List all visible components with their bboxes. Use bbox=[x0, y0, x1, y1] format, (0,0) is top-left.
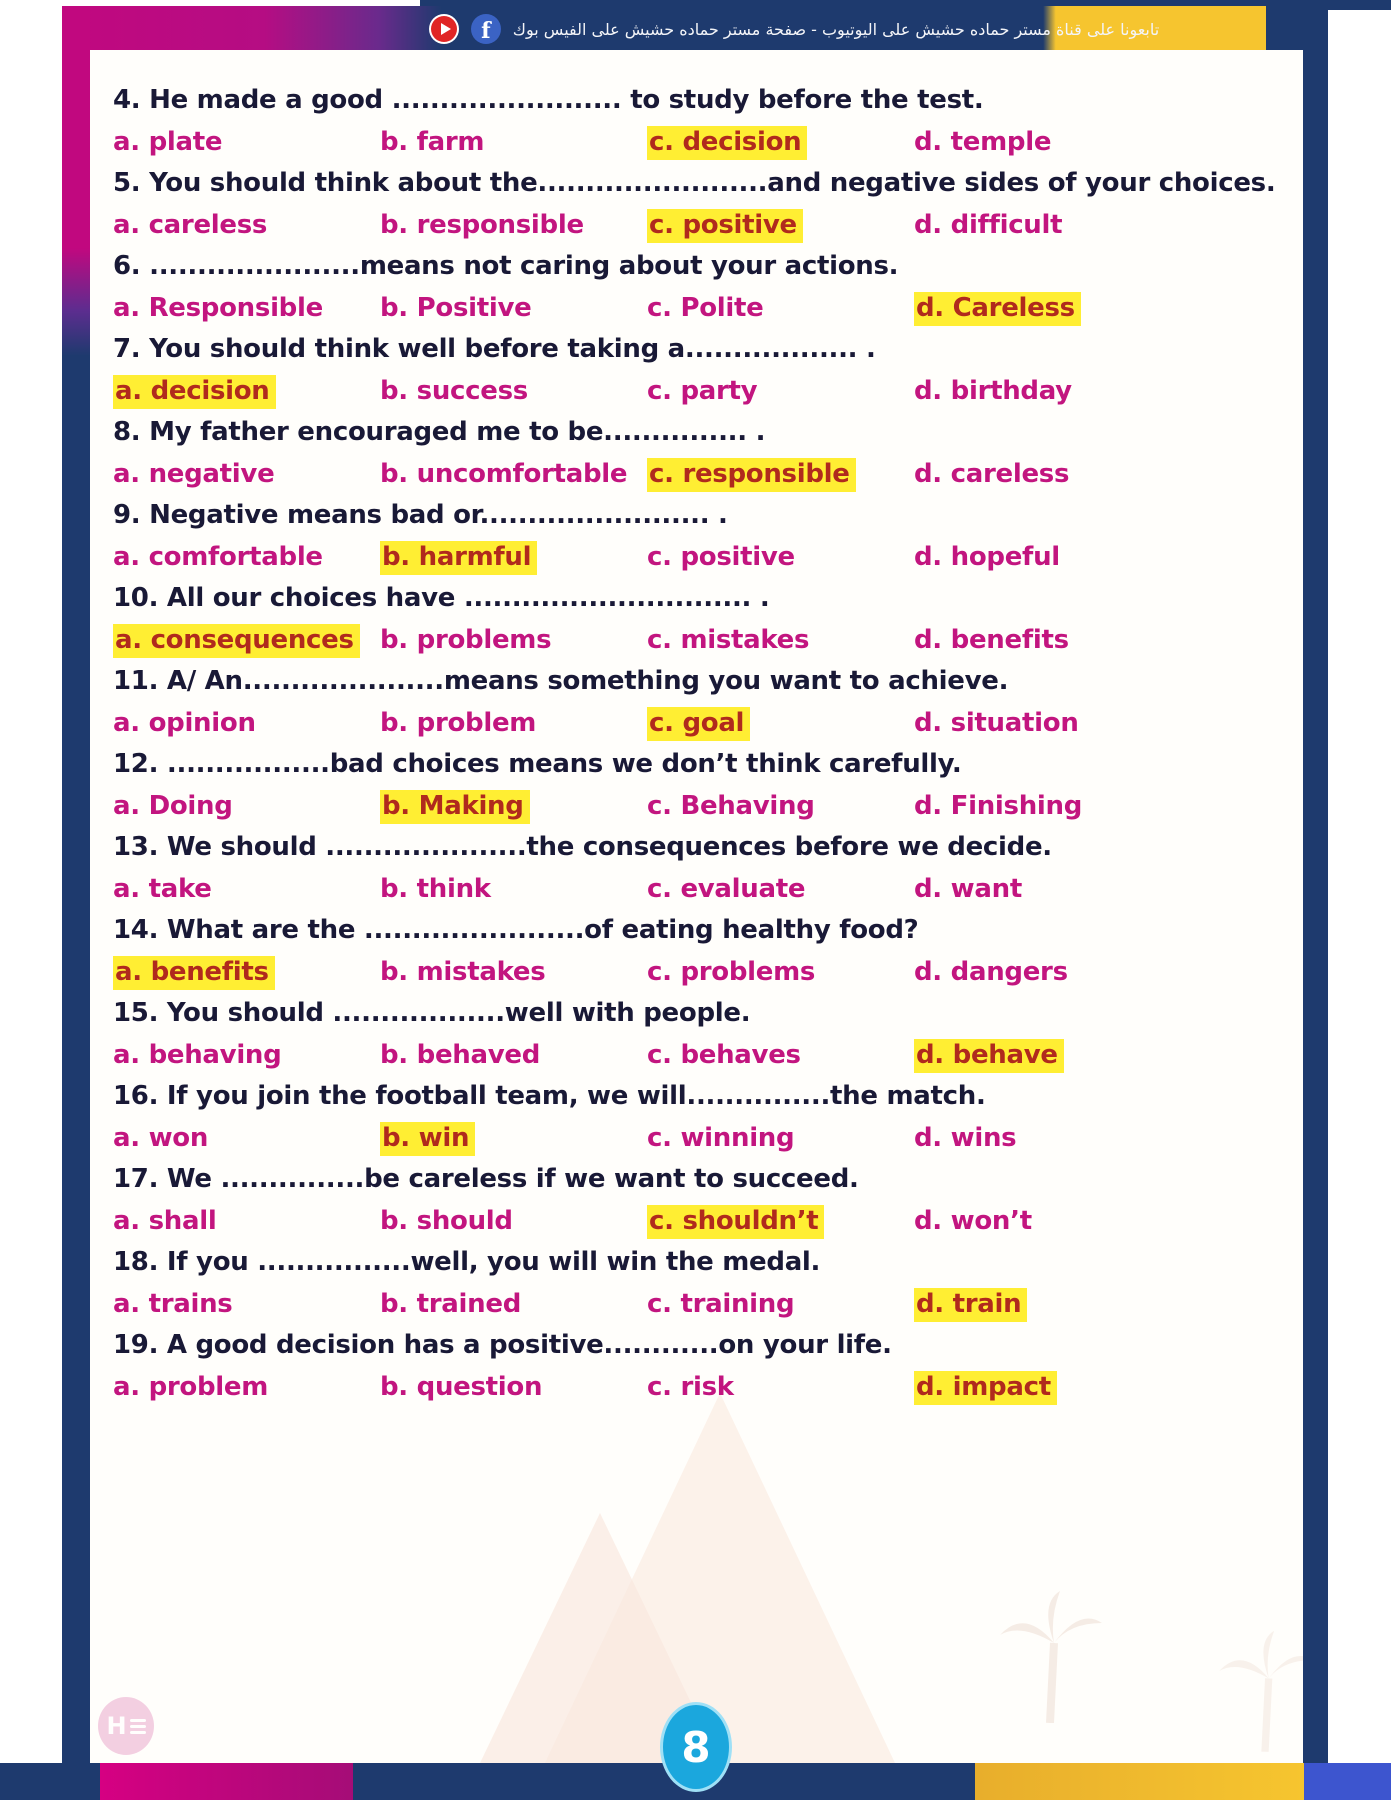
option-label: c. responsible bbox=[647, 458, 856, 492]
option-a bbox=[113, 1289, 232, 1319]
option-label: d. dangers bbox=[914, 957, 1068, 988]
question-block bbox=[113, 1242, 1303, 1325]
frame-left-border bbox=[62, 6, 90, 1800]
question-block bbox=[113, 246, 1303, 329]
option-label: d. behave bbox=[914, 1039, 1064, 1073]
bottom-magenta-segment bbox=[100, 1763, 353, 1800]
question-block bbox=[113, 329, 1303, 412]
options-row bbox=[113, 1035, 1303, 1077]
option-label: c. shouldn’t bbox=[647, 1205, 824, 1239]
question-text: 19. A good decision has a positive............on your life. bbox=[113, 1330, 892, 1360]
question-text: 14. What are the .......................of eating healthy food? bbox=[113, 915, 919, 945]
youtube-icon bbox=[429, 14, 459, 44]
option-label: c. mistakes bbox=[647, 625, 810, 656]
question-text: 7. You should think well before taking a.................. . bbox=[113, 334, 876, 364]
option-b bbox=[380, 293, 531, 323]
option-d bbox=[914, 1372, 1057, 1402]
option-a bbox=[113, 293, 323, 323]
option-c bbox=[647, 1206, 824, 1236]
option-label: b. question bbox=[380, 1372, 543, 1403]
option-label: a. careless bbox=[113, 210, 268, 241]
option-c bbox=[647, 127, 807, 157]
option-a bbox=[113, 1123, 208, 1153]
option-c bbox=[647, 1123, 794, 1153]
option-label: a. take bbox=[113, 874, 212, 905]
option-c bbox=[647, 1289, 794, 1319]
question-block bbox=[113, 495, 1303, 578]
question-text: 15. You should ..................well with people. bbox=[113, 998, 751, 1028]
option-d bbox=[914, 625, 1069, 655]
option-label: c. positive bbox=[647, 209, 803, 243]
question-block bbox=[113, 412, 1303, 495]
option-label: c. risk bbox=[647, 1372, 734, 1403]
option-b bbox=[380, 708, 536, 738]
question-list bbox=[90, 50, 1303, 1408]
option-label: b. win bbox=[380, 1122, 475, 1156]
option-c bbox=[647, 293, 763, 323]
option-label: a. opinion bbox=[113, 708, 256, 739]
option-label: d. careless bbox=[914, 459, 1070, 490]
options-row bbox=[113, 786, 1303, 828]
option-label: d. Finishing bbox=[914, 791, 1083, 822]
option-d bbox=[914, 293, 1081, 323]
option-b bbox=[380, 1206, 513, 1236]
option-d bbox=[914, 1206, 1032, 1236]
question-text: 5. You should think about the........................and negative sides of your choices. bbox=[113, 168, 1276, 198]
options-row bbox=[113, 1201, 1303, 1243]
option-label: b. mistakes bbox=[380, 957, 546, 988]
option-label: d. won’t bbox=[914, 1206, 1032, 1237]
options-row bbox=[113, 288, 1303, 330]
option-b bbox=[380, 874, 491, 904]
option-b bbox=[380, 957, 545, 987]
option-c bbox=[647, 708, 750, 738]
option-label: a. plate bbox=[113, 127, 223, 158]
page-number-badge bbox=[660, 1702, 732, 1792]
option-a bbox=[113, 210, 267, 240]
option-label: d. want bbox=[914, 874, 1022, 905]
facebook-icon: f bbox=[471, 14, 501, 44]
option-c bbox=[647, 874, 805, 904]
bottom-blue-segment bbox=[1304, 1763, 1391, 1800]
publisher-logo-lines bbox=[130, 1716, 146, 1737]
option-d bbox=[914, 791, 1082, 821]
option-d bbox=[914, 1123, 1016, 1153]
option-c bbox=[647, 957, 815, 987]
option-a bbox=[113, 1040, 281, 1070]
option-label: b. problems bbox=[380, 625, 552, 656]
option-label: b. think bbox=[380, 874, 491, 905]
frame-right-border bbox=[1303, 0, 1328, 1800]
option-b bbox=[380, 1289, 521, 1319]
option-label: a. consequences bbox=[113, 624, 360, 658]
option-c bbox=[647, 1372, 734, 1402]
option-label: b. problem bbox=[380, 708, 537, 739]
options-row bbox=[113, 122, 1303, 164]
option-a bbox=[113, 459, 274, 489]
option-label: d. hopeful bbox=[914, 542, 1060, 573]
social-banner bbox=[435, 8, 1160, 50]
option-label: a. shall bbox=[113, 1206, 217, 1237]
question-text: 16. If you join the football team, we will...............the match. bbox=[113, 1081, 986, 1111]
question-text: 12. .................bad choices means we don’t think carefully. bbox=[113, 749, 962, 779]
options-row bbox=[113, 537, 1303, 579]
option-label: a. negative bbox=[113, 459, 275, 490]
option-a bbox=[113, 708, 256, 738]
options-row bbox=[113, 869, 1303, 911]
question-text: 6. ......................means not caring about your actions. bbox=[113, 251, 899, 281]
worksheet-content bbox=[90, 50, 1303, 1763]
option-a bbox=[113, 542, 323, 572]
option-d bbox=[914, 708, 1079, 738]
option-b bbox=[380, 791, 530, 821]
options-row bbox=[113, 620, 1303, 662]
option-d bbox=[914, 957, 1068, 987]
option-a bbox=[113, 625, 360, 655]
options-row bbox=[113, 952, 1303, 994]
option-label: c. positive bbox=[647, 542, 795, 573]
options-row bbox=[113, 205, 1303, 247]
option-label: b. Making bbox=[380, 790, 530, 824]
palm-tree-watermark bbox=[1210, 1613, 1303, 1753]
option-b bbox=[380, 210, 584, 240]
page-number: 8 bbox=[681, 1722, 711, 1772]
question-block bbox=[113, 827, 1303, 910]
question-text: 17. We ...............be careless if we want to succeed. bbox=[113, 1164, 859, 1194]
option-a bbox=[113, 376, 276, 406]
bottom-yellow-segment bbox=[975, 1763, 1304, 1800]
pyramid-watermark bbox=[545, 1393, 895, 1763]
option-b bbox=[380, 459, 627, 489]
question-text: 4. He made a good ........................ to study before the test. bbox=[113, 85, 984, 115]
option-label: a. problem bbox=[113, 1372, 269, 1403]
question-text: 11. A/ An.....................means something you want to achieve. bbox=[113, 666, 1009, 696]
option-d bbox=[914, 459, 1069, 489]
option-b bbox=[380, 376, 528, 406]
option-label: b. uncomfortable bbox=[380, 459, 628, 490]
option-label: c. goal bbox=[647, 707, 750, 741]
option-d bbox=[914, 1040, 1064, 1070]
option-b bbox=[380, 127, 484, 157]
options-row bbox=[113, 1118, 1303, 1160]
option-label: c. Behaving bbox=[647, 791, 815, 822]
option-c bbox=[647, 459, 856, 489]
question-block bbox=[113, 910, 1303, 993]
question-text: 9. Negative means bad or........................ . bbox=[113, 500, 728, 530]
option-d bbox=[914, 874, 1022, 904]
option-c bbox=[647, 376, 757, 406]
option-label: c. Polite bbox=[647, 293, 764, 324]
option-label: d. wins bbox=[914, 1123, 1017, 1154]
question-block bbox=[113, 993, 1303, 1076]
option-d bbox=[914, 376, 1072, 406]
option-a bbox=[113, 1372, 268, 1402]
option-label: c. training bbox=[647, 1289, 795, 1320]
options-row bbox=[113, 1284, 1303, 1326]
question-text: 8. My father encouraged me to be............... . bbox=[113, 417, 766, 447]
question-text: 10. All our choices have .............................. . bbox=[113, 583, 770, 613]
option-label: c. decision bbox=[647, 126, 807, 160]
option-label: c. behaves bbox=[647, 1040, 801, 1071]
option-label: b. success bbox=[380, 376, 528, 407]
option-label: a. decision bbox=[113, 375, 276, 409]
option-b bbox=[380, 542, 537, 572]
option-a bbox=[113, 791, 233, 821]
question-block bbox=[113, 1325, 1303, 1408]
option-label: d. difficult bbox=[914, 210, 1063, 241]
publisher-logo-letter: H bbox=[106, 1712, 127, 1740]
option-label: c. winning bbox=[647, 1123, 795, 1154]
option-a bbox=[113, 957, 275, 987]
option-b bbox=[380, 1040, 540, 1070]
option-label: d. situation bbox=[914, 708, 1079, 739]
options-row bbox=[113, 1367, 1303, 1409]
question-text: 18. If you ................well, you will win the medal. bbox=[113, 1247, 821, 1277]
option-d bbox=[914, 127, 1051, 157]
publisher-logo bbox=[98, 1697, 154, 1755]
question-block bbox=[113, 578, 1303, 661]
options-row bbox=[113, 703, 1303, 745]
option-d bbox=[914, 210, 1062, 240]
options-row bbox=[113, 454, 1303, 496]
option-label: d. train bbox=[914, 1288, 1027, 1322]
option-b bbox=[380, 1123, 475, 1153]
option-label: a. benefits bbox=[113, 956, 275, 990]
option-label: b. trained bbox=[380, 1289, 522, 1320]
option-label: b. responsible bbox=[380, 210, 584, 241]
option-label: c. evaluate bbox=[647, 874, 806, 905]
question-text: 13. We should .....................the consequences before we decide. bbox=[113, 832, 1052, 862]
option-label: a. Doing bbox=[113, 791, 233, 822]
options-row bbox=[113, 371, 1303, 413]
option-b bbox=[380, 1372, 542, 1402]
option-label: d. birthday bbox=[914, 376, 1072, 407]
option-d bbox=[914, 542, 1060, 572]
option-c bbox=[647, 1040, 801, 1070]
banner-text: تابعونا على قناة مستر حماده حشيش على اليوتيوب - صفحة مستر حماده حشيش على الفيس بوك bbox=[512, 19, 1160, 39]
question-block bbox=[113, 744, 1303, 827]
option-label: a. behaving bbox=[113, 1040, 282, 1071]
question-block bbox=[113, 1159, 1303, 1242]
question-block bbox=[113, 661, 1303, 744]
option-label: c. problems bbox=[647, 957, 816, 988]
option-d bbox=[914, 1289, 1027, 1319]
option-label: d. temple bbox=[914, 127, 1052, 158]
option-label: a. trains bbox=[113, 1289, 233, 1320]
option-c bbox=[647, 210, 803, 240]
option-c bbox=[647, 791, 815, 821]
option-label: b. harmful bbox=[380, 541, 537, 575]
option-label: b. farm bbox=[380, 127, 485, 158]
option-label: d. benefits bbox=[914, 625, 1069, 656]
option-label: a. won bbox=[113, 1123, 209, 1154]
option-label: d. impact bbox=[914, 1371, 1057, 1405]
option-label: d. Careless bbox=[914, 292, 1081, 326]
option-label: a. comfortable bbox=[113, 542, 323, 573]
option-c bbox=[647, 625, 809, 655]
question-block bbox=[113, 163, 1303, 246]
option-label: b. should bbox=[380, 1206, 513, 1237]
option-c bbox=[647, 542, 795, 572]
palm-tree-watermark bbox=[990, 1573, 1110, 1723]
option-a bbox=[113, 127, 222, 157]
question-block bbox=[113, 80, 1303, 163]
option-a bbox=[113, 874, 212, 904]
option-b bbox=[380, 625, 551, 655]
question-block bbox=[113, 1076, 1303, 1159]
option-label: a. Responsible bbox=[113, 293, 323, 324]
option-label: c. party bbox=[647, 376, 758, 407]
option-label: b. Positive bbox=[380, 293, 532, 324]
option-label: b. behaved bbox=[380, 1040, 541, 1071]
option-a bbox=[113, 1206, 216, 1236]
